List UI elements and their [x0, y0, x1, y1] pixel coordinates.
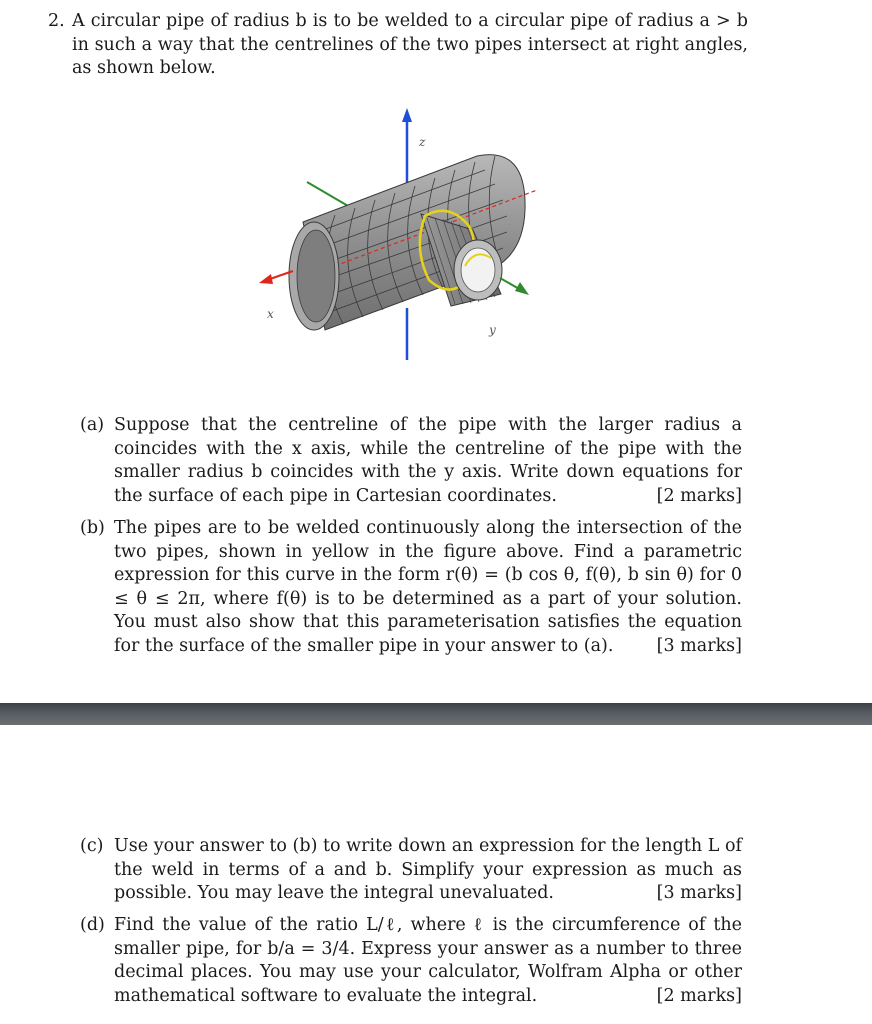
- part-text: Find the value of the ratio L/ℓ, where ℓ is the circumference of the smaller pipe, for b/a = 3/4. Express your answer as a number to three decimal places. You may use your calculator, Wolfram Alpha or other mathematical software to evaluate the integral.: [114, 915, 742, 1006]
- x-axis-arrowhead: [259, 274, 273, 284]
- marks: [3 marks]: [656, 883, 742, 903]
- question-intro-text: A circular pipe of radius b is to be welded to a circular pipe of radius a > b in such a way that the centrelines of the two pipes intersect at right angles, as shown below.: [72, 11, 748, 78]
- part-label: (d): [80, 915, 105, 935]
- axis-label-z: z: [419, 135, 426, 149]
- y-axis-arrowhead: [515, 282, 529, 295]
- part-label: (b): [80, 518, 105, 538]
- part-label: (a): [80, 415, 105, 435]
- part-text: Use your answer to (b) to write down an expression for the length L of the weld in terms of a and b. Simplify your expression as much as possible. You may leave the integral unevaluated.: [114, 836, 742, 903]
- large-pipe-end-inner: [297, 230, 335, 322]
- page-divider: [0, 703, 872, 725]
- marks: [2 marks]: [656, 485, 742, 506]
- pipes-figure: [245, 98, 625, 380]
- part-text: The pipes are to be welded continuously along the intersection of the two pipes, shown in yellow in the figure above. Find a parametric expression for this curve in the form r(θ) = (b cos θ, f(θ), b sin θ) for 0 ≤ θ ≤ 2π, where f(θ) is to be determined as a part of your solution. You must also show that this parameterisation satisfies the equation for the surface of the smaller pipe in your answer to (a).: [114, 518, 742, 656]
- question-number: 2.: [48, 11, 65, 31]
- part-b: [80, 517, 742, 658]
- axis-label-y: y: [489, 323, 496, 337]
- z-axis-arrowhead: [402, 108, 412, 122]
- part-d: [80, 914, 742, 1008]
- axis-label-x: x: [267, 307, 274, 321]
- marks: [2 marks]: [656, 985, 742, 1006]
- part-label: (c): [80, 836, 104, 856]
- part-c: [80, 835, 742, 906]
- part-a: [80, 414, 742, 508]
- part-text: Suppose that the centreline of the pipe with the larger radius a coincides with the x axis, while the centreline of the pipe with the smaller radius b coincides with the y axis. Write down equations for the surface of each pipe in Cartesian coordinates.: [114, 415, 742, 506]
- marks: [3 marks]: [656, 635, 742, 656]
- question-intro: [48, 10, 748, 81]
